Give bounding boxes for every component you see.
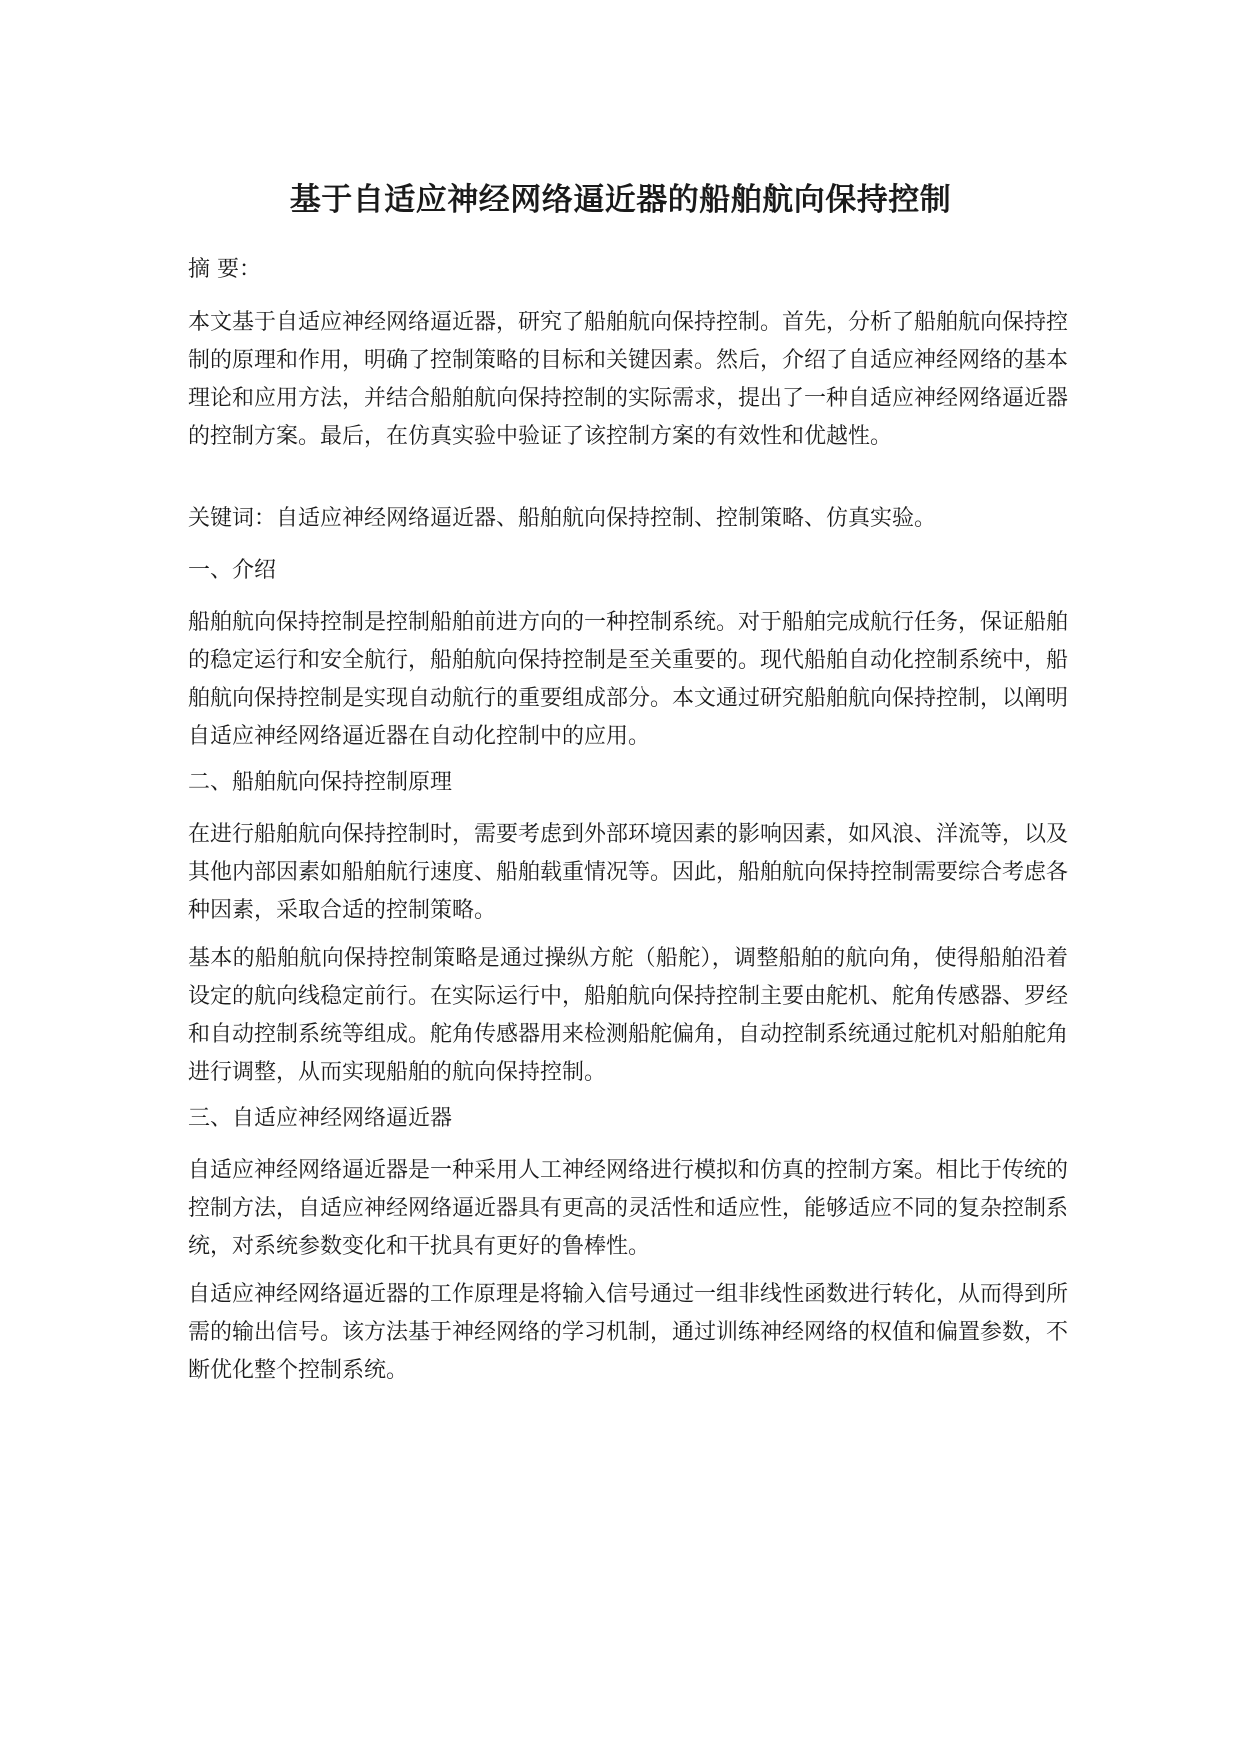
section-2-paragraph-2: 基本的船舶航向保持控制策略是通过操纵方舵（船舵），调整船舶的航向角，使得船舶沿着设定的航向线稳定前行。在实际运行中，船舶航向保持控制主要由舵机、舵角传感器、罗经和自动控制系统等组成。舵角传感器用来检测船舵偏角，自动控制系统通过舵机对船舶舵角进行调整，从而实现船舶的航向保持控制。 (188, 946, 1069, 1085)
abstract-paragraph: 本文基于自适应神经网络逼近器，研究了船舶航向保持控制。首先，分析了船舶航向保持控制的原理和作用，明确了控制策略的目标和关键因素。然后，介绍了自适应神经网络的基本理论和应用方法，并结合船舶航向保持控制的实际需求，提出了一种自适应神经网络逼近器的控制方案。最后，在仿真实验中验证了该控制方案的有效性和优越性。 (188, 310, 1069, 449)
section-heading-1: 一、介绍 (188, 558, 277, 583)
section-3-paragraph-1: 自适应神经网络逼近器是一种采用人工神经网络进行模拟和仿真的控制方案。相比于传统的控制方法，自适应神经网络逼近器具有更高的灵活性和适应性，能够适应不同的复杂控制系统，对系统参数变化和干扰具有更好的鲁棒性。 (188, 1158, 1069, 1259)
abstract-label: 摘 要： (188, 257, 261, 282)
section-2-paragraph-1: 在进行船舶航向保持控制时，需要考虑到外部环境因素的影响因素，如风浪、洋流等，以及其他内部因素如船舶航行速度、船舶载重情况等。因此，船舶航向保持控制需要综合考虑各种因素，采取合适的控制策略。 (188, 822, 1069, 923)
section-1-paragraph-1: 船舶航向保持控制是控制船舶前进方向的一种控制系统。对于船舶完成航行任务，保证船舶的稳定运行和安全航行，船舶航向保持控制是至关重要的。现代船舶自动化控制系统中，船舶航向保持控制是实现自动航行的重要组成部分。本文通过研究船舶航向保持控制，以阐明自适应神经网络逼近器在自动化控制中的应用。 (188, 610, 1069, 749)
keywords-line: 关键词：自适应神经网络逼近器、船舶航向保持控制、控制策略、仿真实验。 (188, 506, 937, 531)
section-3-paragraph-2: 自适应神经网络逼近器的工作原理是将输入信号通过一组非线性函数进行转化，从而得到所需的输出信号。该方法基于神经网络的学习机制，通过训练神经网络的权值和偏置参数，不断优化整个控制系统。 (188, 1282, 1069, 1383)
section-heading-3: 三、自适应神经网络逼近器 (188, 1106, 453, 1131)
document-title: 基于自适应神经网络逼近器的船舶航向保持控制 (289, 182, 952, 218)
section-heading-2: 二、船舶航向保持控制原理 (188, 770, 453, 795)
